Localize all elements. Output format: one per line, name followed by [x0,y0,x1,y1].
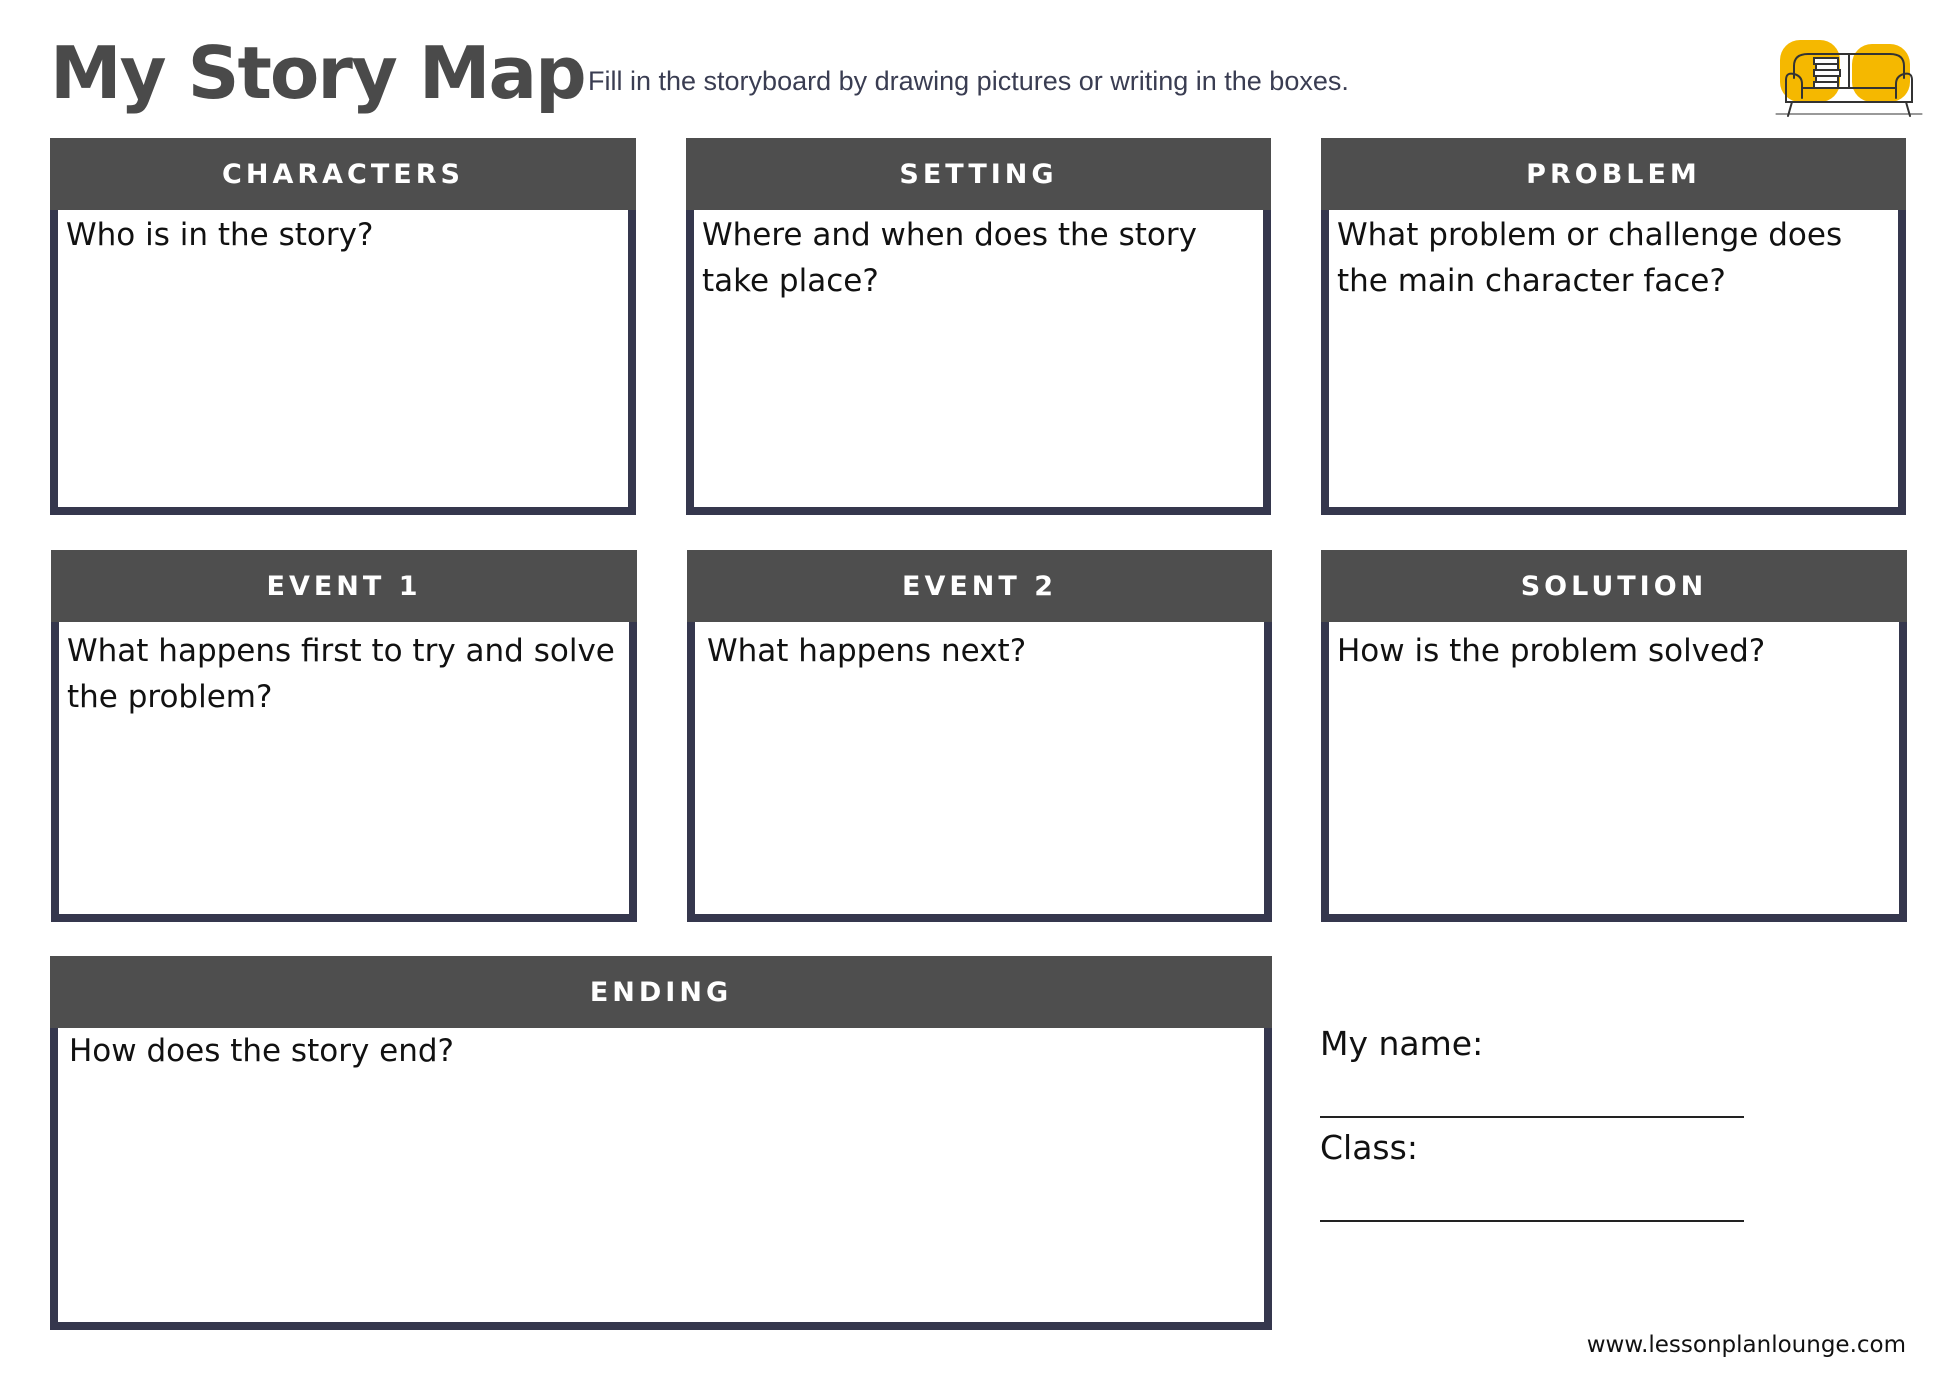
panel-setting [686,138,1271,515]
panel-prompt: What happens next? [707,633,1027,669]
panel-characters [50,138,636,515]
panel-heading: SOLUTION [1321,550,1907,622]
panel-event-2 [687,550,1272,922]
drawing-box[interactable] [686,210,1271,515]
panel-problem [1321,138,1906,515]
website-url: www.lessonplanlounge.com [1586,1332,1906,1358]
panel-event-1 [51,550,637,922]
armchair-with-books-icon [1774,36,1924,126]
class-line[interactable] [1320,1220,1744,1222]
class-label: Class: [1320,1128,1418,1167]
drawing-box[interactable] [687,622,1272,922]
name-label: My name: [1320,1024,1484,1063]
panel-ending [50,956,1272,1330]
panel-heading: PROBLEM [1321,138,1906,210]
drawing-box[interactable] [1321,622,1907,922]
drawing-box[interactable] [50,1028,1272,1330]
panel-prompt: What happens first to try and solve the problem? [67,633,615,715]
panel-heading: SETTING [686,138,1271,210]
panel-prompt: What problem or challenge does the main character face? [1337,217,1843,299]
panel-prompt: How is the problem solved? [1337,633,1766,669]
name-line[interactable] [1320,1116,1744,1118]
panel-heading: ENDING [50,956,1272,1028]
panel-heading: CHARACTERS [50,138,636,210]
panel-solution [1321,550,1907,922]
page-title: My Story Map [50,31,585,115]
drawing-box[interactable] [1321,210,1906,515]
panel-heading: EVENT 2 [687,550,1272,622]
panel-prompt: Where and when does the story take place? [702,217,1197,299]
panel-prompt: Who is in the story? [66,217,374,253]
panel-heading: EVENT 1 [51,550,637,622]
instructions: Fill in the storyboard by drawing pictures or writing in the boxes. [588,66,1349,96]
panel-prompt: How does the story end? [69,1033,455,1069]
student-info [1320,1022,1760,1230]
drawing-box[interactable] [50,210,636,515]
drawing-box[interactable] [51,622,637,922]
